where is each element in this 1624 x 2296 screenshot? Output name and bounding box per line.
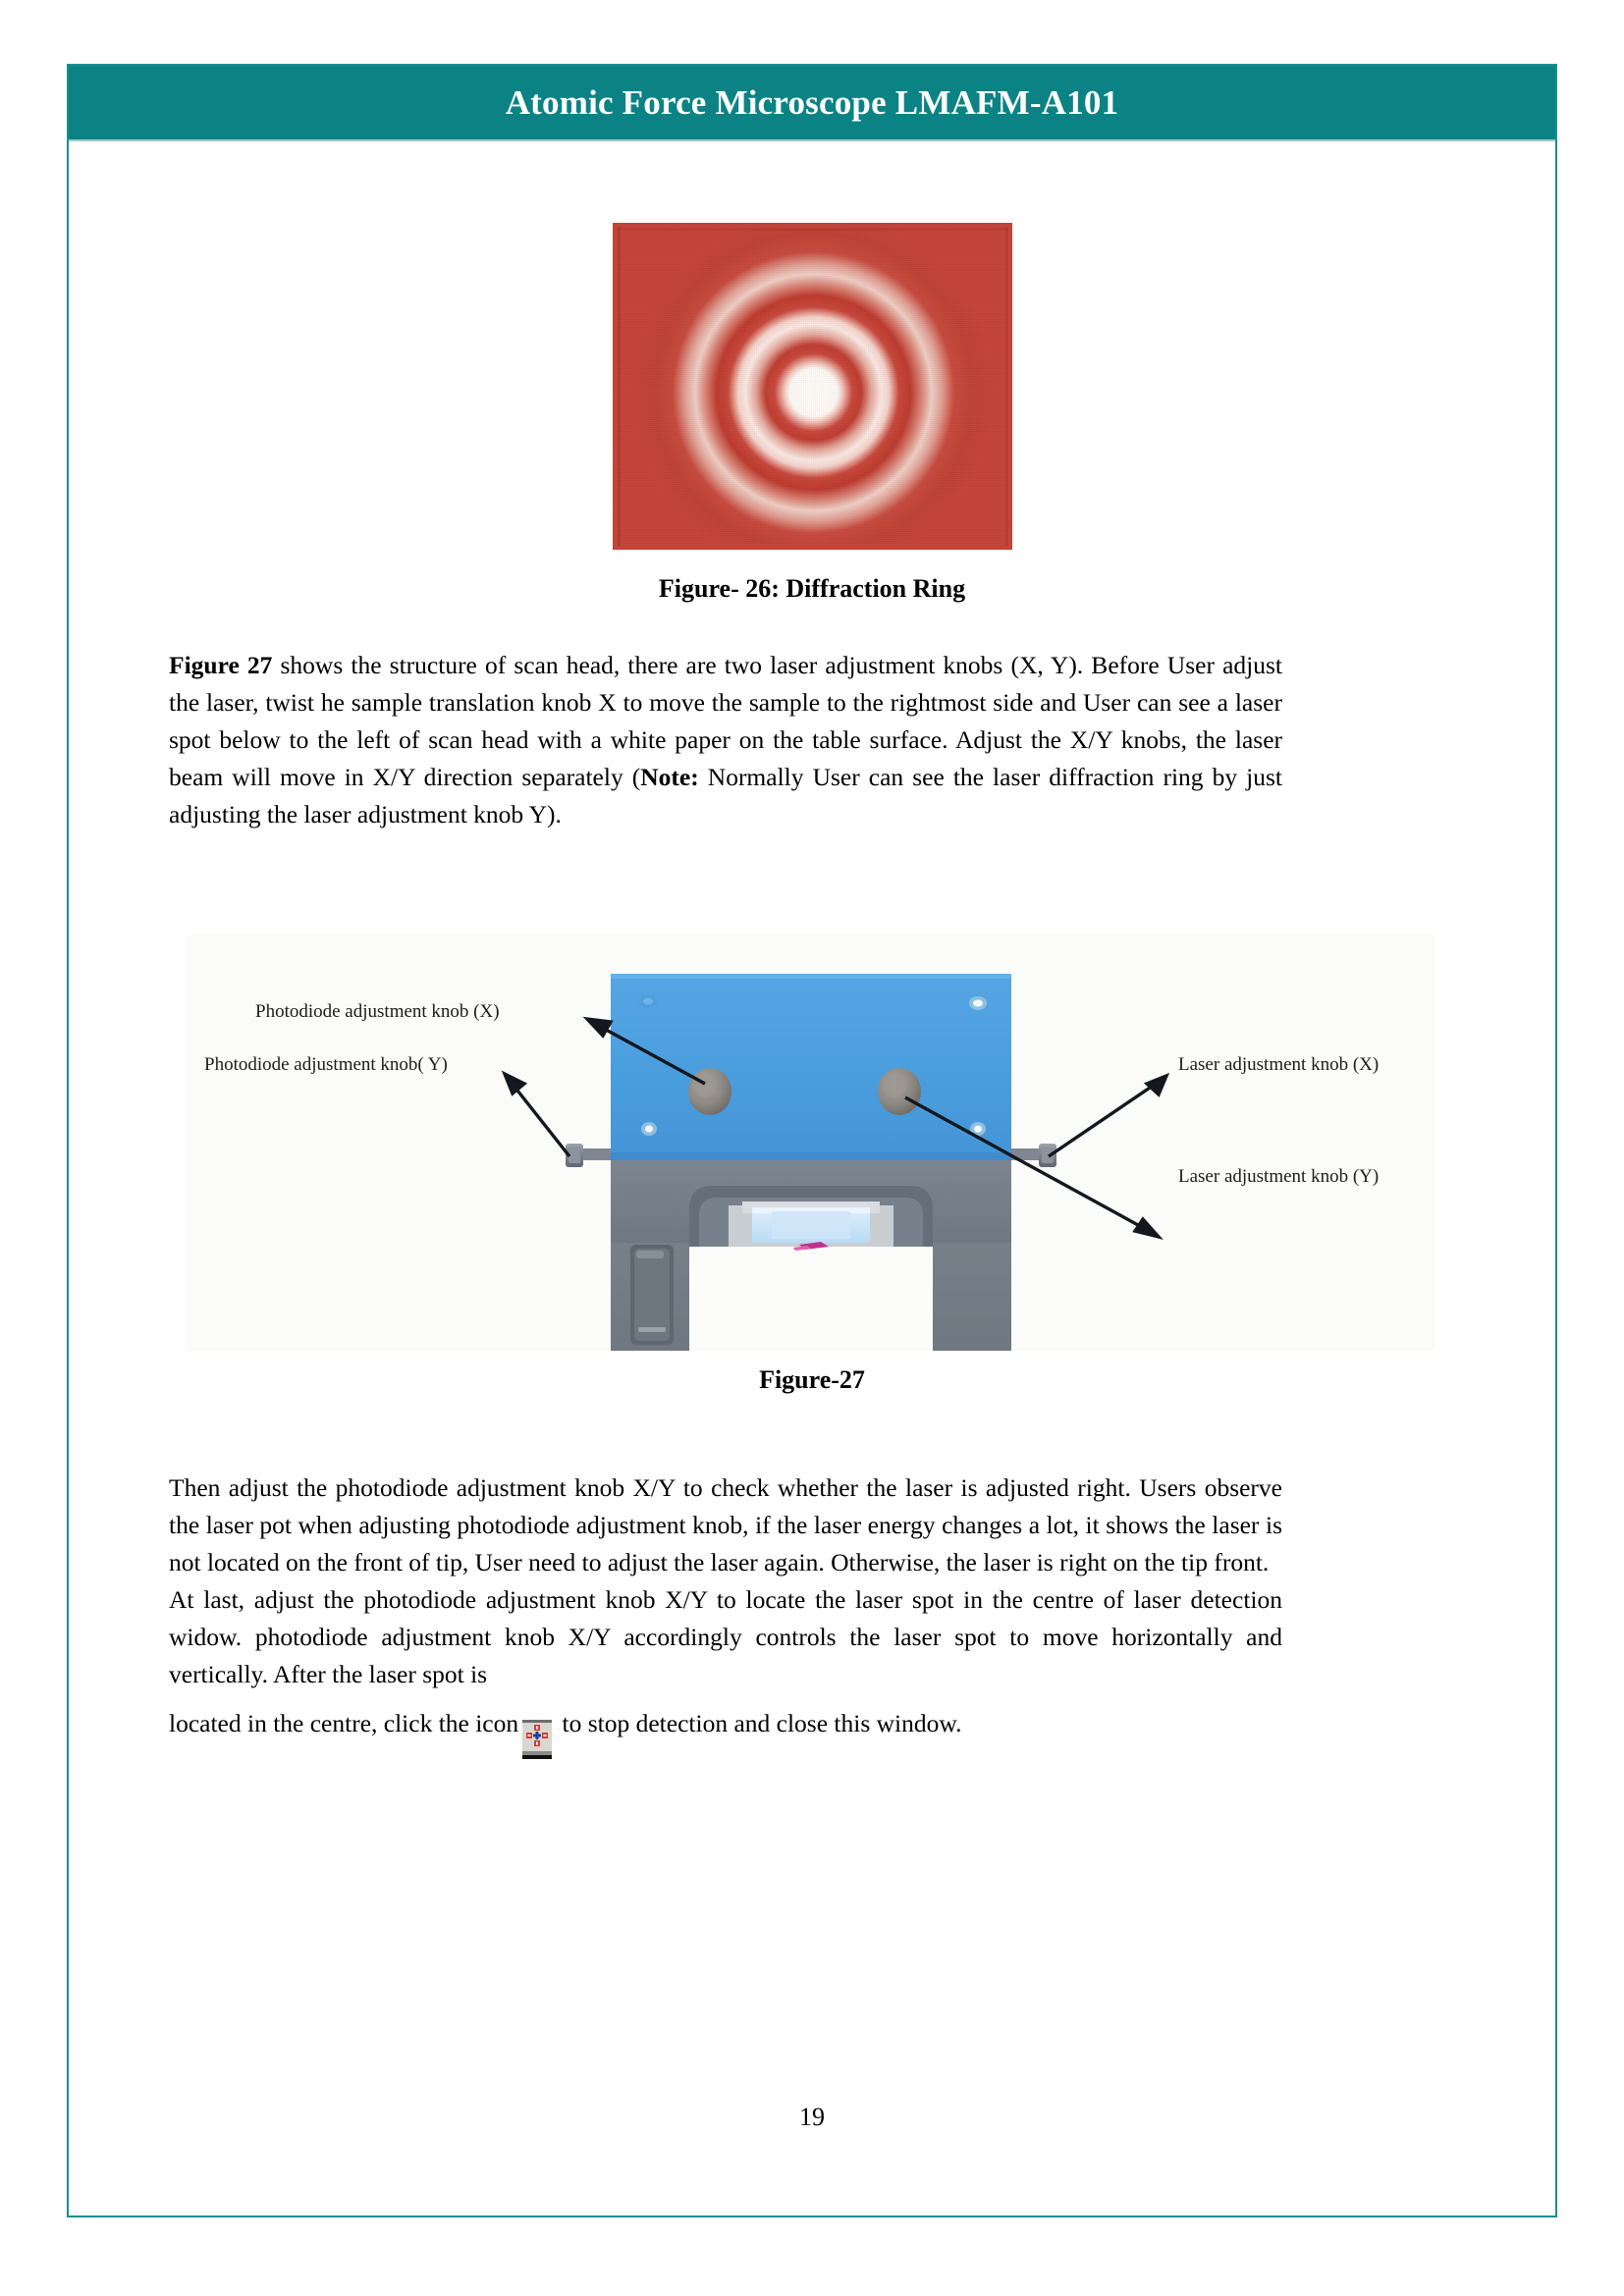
diffraction-image-edge-top [617, 228, 1008, 231]
diffraction-image-noise [613, 223, 1012, 550]
page-content [67, 139, 1557, 2217]
diagram-label-laser-adjustment-knob-x: Laser adjustment knob (X) [1178, 1054, 1380, 1075]
paragraph-photodiode-check: Then adjust the photodiode adjustment knob X/Y to check whether the laser is adjusted right. Users observe the laser pot when adjusting photodiode adjustment knob, if the laser energy changes a lot, it shows the laser is not located on the front of tip, User need to adjust the laser again. Otherwise, the laser is right on the tip front. [169, 1473, 1282, 1576]
figure-26-caption: Figure- 26: Diffraction Ring [658, 574, 966, 603]
page-number: 19 [799, 2103, 825, 2131]
pan-move-crosshair-icon[interactable] [520, 1714, 554, 1759]
icon-button-base [522, 1755, 552, 1759]
paragraph-figure27-intro [169, 647, 1282, 833]
document-header-banner [69, 66, 1555, 139]
diagram-label-laser-adjustment-knob-y: Laser adjustment knob (Y) [1178, 1166, 1380, 1187]
diffraction-image-edge-left [618, 227, 621, 546]
page-title: Atomic Force Microscope LMAFM-A101 [505, 82, 1119, 122]
diffraction-image-edge-right [1005, 227, 1008, 546]
paragraph-stop-detection-after: to stop detection and close this window. [556, 1709, 962, 1737]
paragraph-figure27-lead: Figure 27 [169, 651, 273, 679]
scan-head-illustration [187, 934, 1435, 1351]
figure-26-diffraction-ring-image [613, 223, 1012, 550]
paragraph-stop-detection [169, 1693, 1282, 1759]
figure-27-scan-head-diagram [187, 934, 1435, 1351]
diagram-label-photodiode-adjustment-knob-y: Photodiode adjustment knob( Y) [204, 1054, 448, 1075]
paragraph-figure27-body: shows the structure of scan head, there are two laser adjustment knobs (X, Y). Before User adjust the laser, twist he sample translation knob X to move the sample to the rightmost side and User can see a laser spot below to the left of scan head with a white paper on the table surface. Adjust the X/Y knobs, the laser beam will move in X/Y direction separately ( [169, 651, 1282, 791]
paragraph-centre-laser-spot: At last, adjust the photodiode adjustment knob X/Y to locate the laser spot in the centre of laser detection widow. photodiode adjustment knob X/Y accordingly controls the laser spot to move horizontally and vertically. After the laser spot is [169, 1585, 1282, 1688]
note-body: Normally User can see the laser diffraction ring by just adjusting the laser adjustment knob Y). [169, 763, 1283, 828]
figure-27-caption: Figure-27 [759, 1365, 865, 1394]
paragraph-stop-detection-before: located in the centre, click the icon [169, 1709, 519, 1737]
note-label: Note: [640, 763, 699, 791]
diagram-label-photodiode-adjustment-knob-x: Photodiode adjustment knob (X) [255, 1001, 500, 1022]
